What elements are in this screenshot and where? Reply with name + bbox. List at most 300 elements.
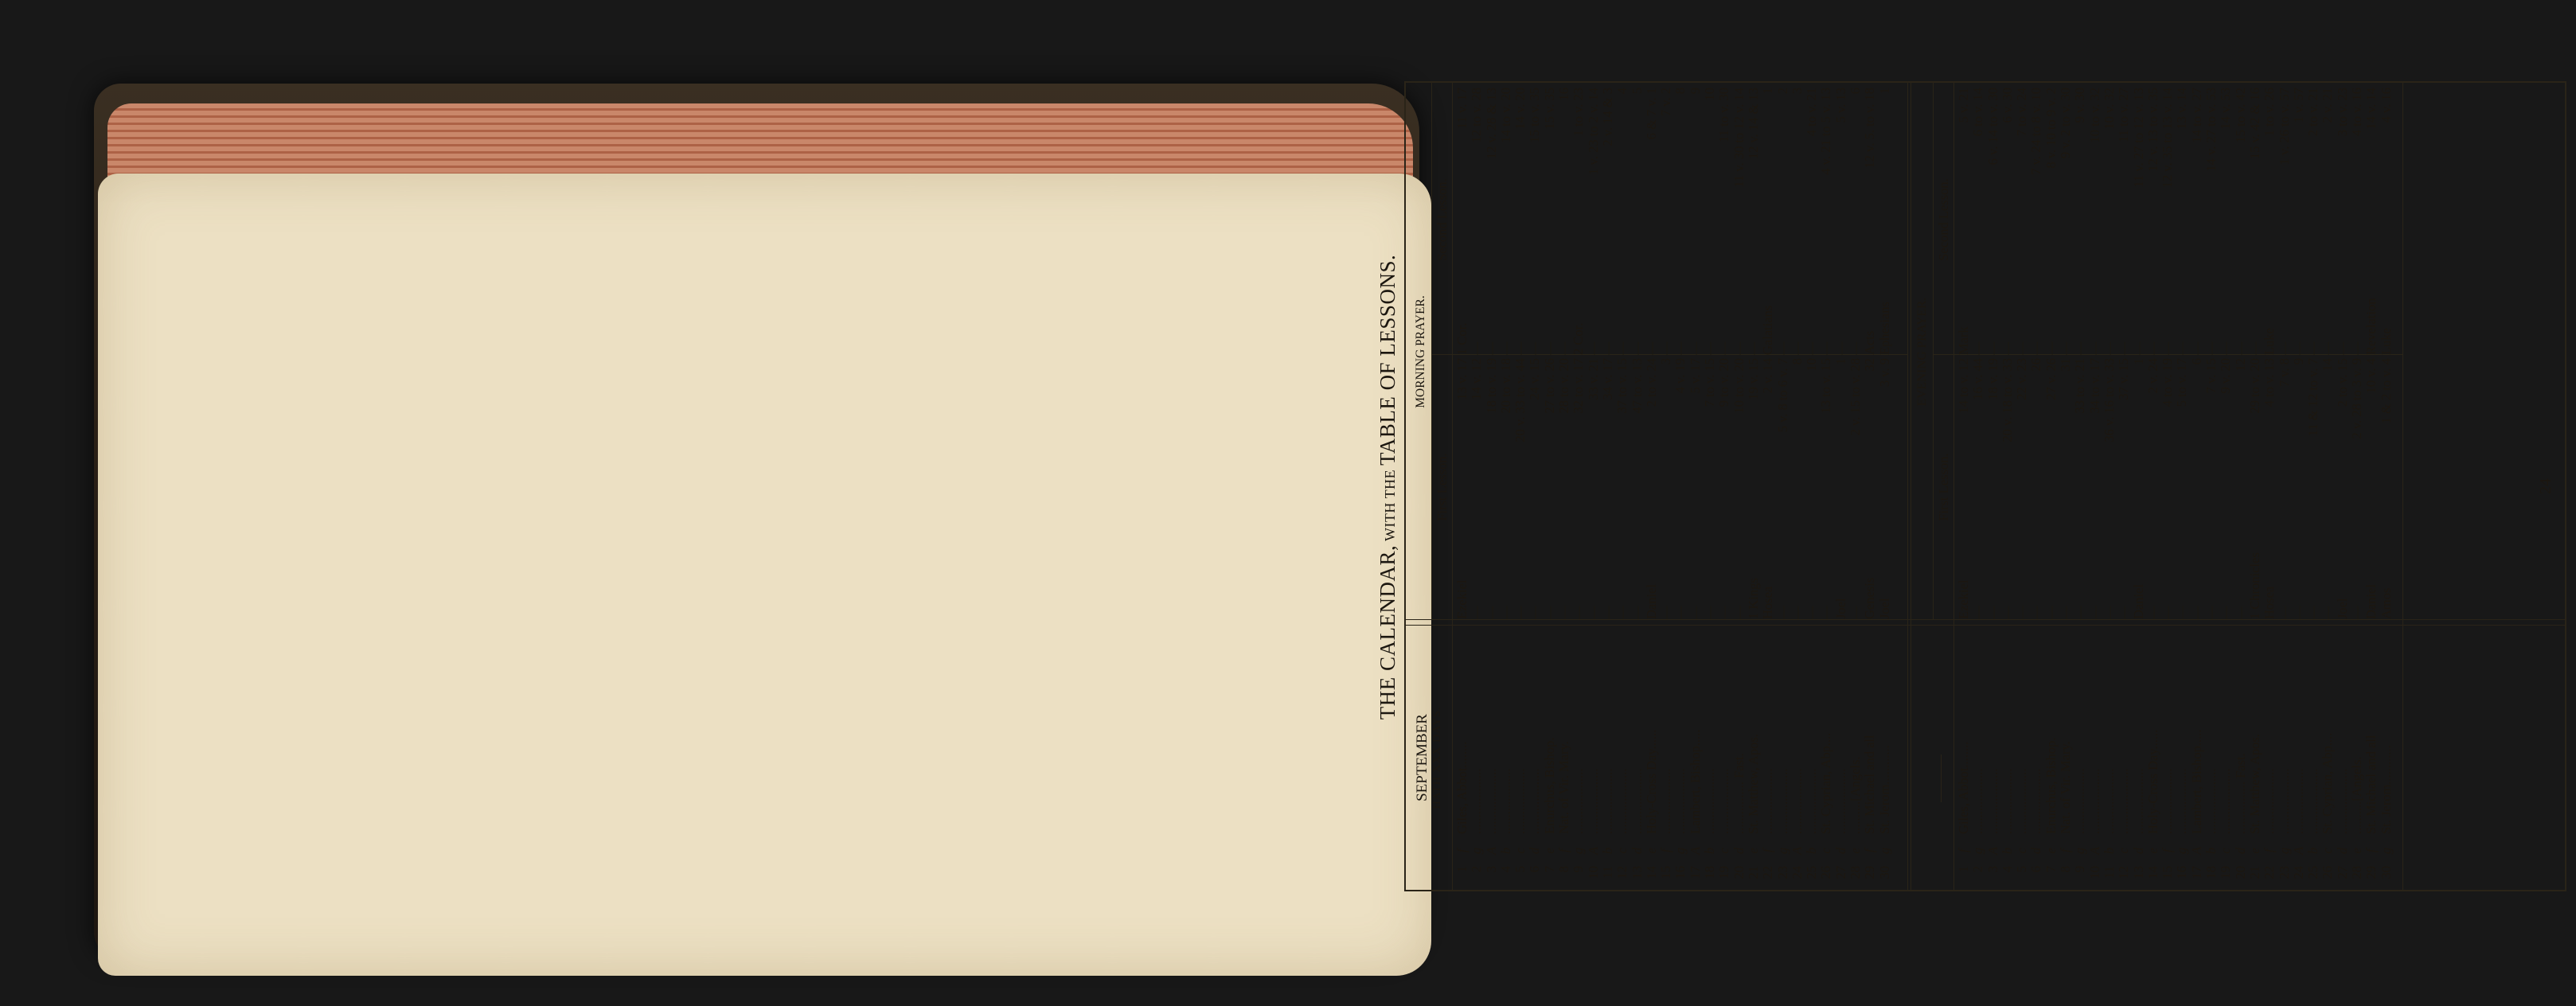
morning-first-lesson-book: Joel xyxy=(1832,598,1848,619)
evening-second-lesson-chapter: 1 v. 26 to v. 57 xyxy=(2276,88,2292,166)
morning-first-lesson-chapter: 9 to v. 20 xyxy=(1716,358,1732,407)
evening-gap xyxy=(2350,619,2364,626)
evening-dominical-letter: f xyxy=(1956,848,1971,853)
morning-saint-day: .................... xyxy=(1672,768,1688,834)
morning-first-lesson-book: — xyxy=(1672,606,1688,619)
evening-gap xyxy=(2248,619,2262,626)
evening-gap xyxy=(2160,619,2175,626)
evening-saint-day: .................... xyxy=(2290,768,2306,834)
morning-second-lesson-chapter: 1 v. 23 to 2 v. 14 xyxy=(1585,88,1601,175)
morning-second-lesson-book: — xyxy=(1614,341,1630,355)
evening-day-number: 25 xyxy=(2305,866,2321,879)
morning-dominical-letter: g xyxy=(1774,847,1790,855)
evening-first-lesson-chapter: 33 to v. 21 xyxy=(2072,358,2088,414)
evening-second-lesson-book: — xyxy=(1970,341,1986,355)
morning-first-lesson-book: — xyxy=(1629,606,1645,619)
evening-second-lesson-book: — xyxy=(2218,341,2234,355)
evening-first-lesson-chapter: 1 xyxy=(2130,358,2146,365)
evening-dominical-letter: b xyxy=(2203,847,2219,855)
morning-second-lesson-chapter: 1 xyxy=(1876,88,1892,95)
evening-saint-day: .................... xyxy=(1999,768,2015,834)
evening-second-lesson-book: — xyxy=(2130,341,2146,355)
morning-first-lesson-book: Hosea xyxy=(1760,586,1776,619)
morning-day-number: 16 xyxy=(1672,866,1688,879)
morning-gap xyxy=(1790,619,1805,626)
morning-second-lesson-book: — xyxy=(1643,341,1659,355)
evening-first-lesson-chapter: 20 v. 18 to v. 33 xyxy=(1999,358,2015,443)
morning-day-number: 21 xyxy=(1745,866,1761,879)
evening-gap xyxy=(2262,619,2277,626)
page-number: 24 xyxy=(2537,478,2555,494)
morning-first-lesson-chapter: 14 v. 12 xyxy=(1469,358,1485,400)
morning-day-number: 18 xyxy=(1702,866,1718,879)
evening-dominical-letter: A xyxy=(2086,846,2102,856)
morning-first-lesson-chapter: 4 v. 19 xyxy=(1672,358,1688,394)
morning-gap xyxy=(1673,619,1688,626)
evening-second-lesson-chapter: 4 v. 16 xyxy=(2378,88,2394,123)
morning-second-lesson-book: — xyxy=(1745,341,1761,355)
morning-second-lesson-book: — xyxy=(1658,341,1674,355)
evening-day-number: 26 xyxy=(2320,866,2336,879)
evening-dominical-letter: f xyxy=(2363,848,2379,853)
evening-first-lesson-book: — xyxy=(2086,606,2102,619)
morning-first-lesson-chapter: 34 v. 17 xyxy=(1599,358,1615,400)
morning-dominical-letter: c xyxy=(1818,848,1834,854)
morning-second-lesson-book: — xyxy=(1687,341,1703,355)
evening-day-number: 16 xyxy=(2174,866,2190,879)
morning-first-lesson-chapter: 2 to v. 24 xyxy=(1643,358,1659,407)
evening-gap xyxy=(2190,619,2204,626)
morning-first-lesson-chapter: 2 v. 14 xyxy=(1760,358,1776,394)
morning-first-lesson-book: — xyxy=(1599,606,1615,619)
morning-dominical-letter: f xyxy=(1760,848,1776,853)
morning-second-lesson-chapter: 12 to v. 28 xyxy=(1469,88,1485,143)
evening-second-lesson-book: — xyxy=(2160,341,2176,355)
evening-second-lesson-header: Second Lesson. xyxy=(1936,178,1951,261)
evening-gap xyxy=(2234,619,2248,626)
evening-dominical-letter: b xyxy=(2305,847,2321,855)
morning-first-lesson-chapter: 7 to v. 15 xyxy=(1702,358,1718,407)
morning-second-lesson-book: — xyxy=(1716,341,1732,355)
evening-second-lesson-chapter: 3 to v. 23 xyxy=(2334,88,2350,137)
evening-saint-day: .................... xyxy=(2334,768,2350,834)
evening-second-lesson-chapter: 7 v. 24 to 8 v. 10 xyxy=(2028,88,2044,175)
morning-second-lesson-book: — xyxy=(1512,341,1528,355)
evening-saint-day: St. Michael and all xyxy=(2363,735,2379,834)
evening-first-lesson-header: First Lesson. xyxy=(1936,453,1951,521)
morning-gap xyxy=(1848,619,1863,626)
evening-first-lesson-chapter: 6 xyxy=(2188,358,2204,365)
evening-second-lesson-book: — xyxy=(2276,341,2292,355)
morning-first-lesson-book: — xyxy=(1774,606,1790,619)
evening-saint-day: Giles, Abbot........ xyxy=(1956,741,1971,834)
morning-dominical-letter: g xyxy=(1672,847,1688,855)
evening-day-number: 6 xyxy=(2028,866,2044,873)
morning-second-lesson-book: — xyxy=(1585,341,1601,355)
morning-day-number: 30 xyxy=(1876,866,1892,879)
morning-second-lesson-book: — xyxy=(1731,341,1747,355)
evening-first-lesson-chapter: 4 to v. 13 xyxy=(2262,358,2277,407)
evening-second-lesson-chapter: 1 v. 57 xyxy=(2290,88,2306,123)
evening-saint-day: St. Matthew, Apos. xyxy=(2246,734,2262,834)
morning-day-number: 13 xyxy=(1629,866,1645,879)
evening-second-lesson-chapter: 9 v. 2 to v. 30 xyxy=(2058,88,2074,159)
morning-second-lesson-chapter: 2 v. 14 & 3 xyxy=(1599,88,1615,146)
evening-second-lesson-book: — xyxy=(2058,341,2074,355)
evening-dominical-letter: b xyxy=(2101,847,2117,855)
evening-saint-day: .................... xyxy=(2203,768,2219,834)
morning-first-lesson-chapter: 28 to v. 20 xyxy=(1556,358,1572,414)
evening-first-lesson-chapter: 4 to v. 19 xyxy=(2160,358,2176,407)
evening-day-number: 15 xyxy=(2160,866,2176,879)
morning-dominical-letter: b xyxy=(1599,847,1615,855)
morning-dominical-letter: d xyxy=(1527,847,1543,855)
evening-dominical-letter: d xyxy=(2334,847,2350,855)
evening-day-number: 29 xyxy=(2363,866,2379,879)
morning-second-lesson-book: Acts xyxy=(1862,330,1878,355)
evening-second-lesson-book: — xyxy=(2203,341,2219,355)
morning-day-number: 4 xyxy=(1497,866,1513,873)
evening-second-lesson-chapter: 6 v. 14 to v. 30 xyxy=(1985,88,2000,166)
morning-first-lesson-chapter: 32 xyxy=(1862,358,1878,372)
morning-second-lesson-chapter: 10 xyxy=(1702,88,1718,101)
evening-second-lesson-chapter: 2 to v. 21 xyxy=(2305,88,2321,137)
morning-day-number: 10 xyxy=(1585,866,1601,879)
evening-first-lesson-book: — xyxy=(2305,606,2321,619)
morning-second-lesson-chapter: 5 xyxy=(1629,88,1645,95)
evening-dominical-letter: g xyxy=(2378,847,2394,855)
morning-saint-day: .................... xyxy=(1614,768,1630,834)
morning-gap xyxy=(1513,619,1528,626)
evening-saint-day: Nat. of Vir. Mary. xyxy=(2058,741,2074,834)
evening-first-lesson-chapter: 2 v. 24 xyxy=(2145,358,2160,394)
evening-second-lesson-book: Luke xyxy=(2262,328,2277,355)
evening-second-lesson-chapter: 12 v. 35 to 13 v. 14 xyxy=(2160,88,2176,189)
evening-first-lesson-chapter: 37 v. 15 xyxy=(2116,358,2132,400)
evening-first-lesson-chapter: 18 v. 19 xyxy=(1985,358,2000,400)
morning-second-lesson-book: — xyxy=(1702,341,1718,355)
lesson-table xyxy=(1404,81,2566,891)
morning-dominical-letter: A xyxy=(1585,846,1601,856)
morning-gap xyxy=(1557,619,1571,626)
evening-second-lesson-chapter: 10 to v. 32 xyxy=(2086,88,2102,143)
morning-gap xyxy=(1455,619,1469,626)
evening-second-lesson-book: — xyxy=(2043,341,2059,355)
morning-second-lesson-chapter: 1 to v. 23 xyxy=(1571,88,1587,137)
morning-dominical-letter: b xyxy=(1702,847,1718,855)
evening-first-lesson-book: 1 Chronicles xyxy=(2246,552,2262,619)
evening-second-lesson-book: — xyxy=(2145,341,2160,355)
morning-second-lesson-chapter: 8 xyxy=(1672,88,1688,95)
morning-dominical-letter: f xyxy=(1658,848,1674,853)
morning-gap xyxy=(1776,619,1790,626)
evening-first-lesson-chapter: 26 xyxy=(2028,358,2044,372)
morning-day-number: 19 xyxy=(1716,866,1732,879)
morning-second-lesson-book: — xyxy=(1497,341,1513,355)
header-rule xyxy=(1933,83,1934,619)
morning-second-lesson-header: Second Lesson. xyxy=(1434,178,1450,261)
section-divider xyxy=(1907,83,1908,890)
evening-dominical-letter: d xyxy=(2028,847,2044,855)
morning-day-number: 24 xyxy=(1789,866,1805,879)
evening-first-lesson-book: — xyxy=(2188,606,2204,619)
morning-day-number: 28 xyxy=(1848,866,1864,879)
morning-first-lesson-book: — xyxy=(1571,606,1587,619)
evening-day-number: 30 xyxy=(2378,866,2394,879)
evening-dominical-letter: g xyxy=(2072,847,2088,855)
evening-first-lesson-chapter: 16 v. 44 xyxy=(1970,358,1986,400)
evening-first-lesson-book: — xyxy=(2058,606,2074,619)
evening-saint-day: .................... xyxy=(2276,768,2292,834)
morning-first-lesson-book: — xyxy=(1527,606,1543,619)
evening-dominical-letter: A xyxy=(1985,846,2000,856)
evening-second-lesson-chapter: 11 v. 27 to 12 v. 13 xyxy=(2130,88,2146,188)
evening-gap xyxy=(2292,619,2306,626)
morning-gap xyxy=(1863,619,1877,626)
evening-second-lesson-book: — xyxy=(2072,341,2088,355)
evening-second-lesson-book: — xyxy=(2320,341,2336,355)
morning-second-lesson-chapter: 4 xyxy=(1614,88,1630,95)
evening-dominical-letter: d xyxy=(2232,847,2248,855)
morning-second-lesson-chapter: 11 to v. 30 xyxy=(1716,88,1732,142)
evening-gap xyxy=(2379,619,2394,626)
morning-dominical-letter: e xyxy=(1745,848,1761,854)
header-rule xyxy=(1953,83,1954,890)
table-bottom-rule xyxy=(2402,83,2403,890)
evening-first-lesson-book: — xyxy=(2349,606,2365,619)
morning-second-lesson-chapter: 2 xyxy=(1774,88,1790,95)
evening-gap xyxy=(2219,619,2233,626)
morning-gap xyxy=(1571,619,1586,626)
evening-gap xyxy=(2132,619,2146,626)
morning-day-number: 1 xyxy=(1454,866,1469,873)
evening-gap xyxy=(2117,619,2131,626)
morning-first-lesson-book: — xyxy=(1789,606,1805,619)
morning-dominical-letter: A xyxy=(1483,846,1499,856)
evening-dominical-letter: c xyxy=(2014,848,2030,854)
evening-first-lesson-chapter: 9 xyxy=(2290,358,2306,365)
evening-saint-day: ................ Fast. xyxy=(2232,753,2248,834)
morning-gap xyxy=(1615,619,1630,626)
evening-gap xyxy=(2015,619,2029,626)
morning-gap xyxy=(1878,619,1892,626)
evening-dominical-letter: d xyxy=(2130,847,2146,855)
evening-gap xyxy=(2044,619,2059,626)
title-small: WITH THE xyxy=(1382,465,1398,545)
evening-saint-day: ..........[Angels. xyxy=(2349,756,2365,834)
morning-dominical-letter: e xyxy=(1848,848,1864,854)
morning-first-lesson-chapter: 1 xyxy=(1832,358,1848,365)
evening-first-lesson-chapter: 36 v. 16 to v. 33 xyxy=(2101,358,2117,443)
evening-first-lesson-chapter: 9 v. 20 xyxy=(2218,358,2234,394)
evening-gap xyxy=(2000,619,2015,626)
evening-second-lesson-book: Revelation xyxy=(2363,298,2379,355)
morning-saint-day: Giles, Abbot........ xyxy=(1454,741,1469,834)
morning-second-lesson-chapter: 4 v. 21 to 5 v. 13 xyxy=(1818,88,1834,175)
evening-dominical-letter: c xyxy=(2116,848,2132,854)
morning-dominical-letter: g xyxy=(1876,847,1892,855)
morning-first-lesson-chapter: 3 xyxy=(1658,358,1674,365)
evening-saint-day: .................... xyxy=(2174,768,2190,834)
evening-saint-day: .................... xyxy=(2160,768,2176,834)
morning-first-lesson-book: — xyxy=(1804,606,1820,619)
morning-second-lesson-book: — xyxy=(1672,341,1688,355)
morning-saint-day: .................... xyxy=(1789,768,1805,834)
evening-day-number: 14 xyxy=(2145,866,2160,879)
evening-first-lesson-chapter: 7 v. 15 xyxy=(2203,358,2219,394)
morning-first-lesson-chapter: 10 to v. 20 xyxy=(1731,358,1747,414)
evening-second-lesson-book: — xyxy=(2232,341,2248,355)
evening-second-lesson-book: — xyxy=(2174,341,2190,355)
morning-first-lesson-book: — xyxy=(1702,606,1718,619)
rotated-page-content xyxy=(1366,62,2576,912)
evening-day-number: 9 xyxy=(2072,866,2088,873)
morning-second-lesson-chapter: 12 v. 14 & 13 xyxy=(1745,88,1761,160)
evening-day-number: 3 xyxy=(1985,866,2000,873)
evening-saint-day: .................... xyxy=(2072,768,2088,834)
morning-dominical-letter: f xyxy=(1454,848,1469,853)
morning-first-lesson-chapter: 47 to v. 13 xyxy=(1629,358,1645,414)
morning-first-lesson-chapter: 13 to v. 15 xyxy=(1818,358,1834,414)
morning-second-lesson-chapter: 6 xyxy=(1848,88,1864,95)
morning-saint-day: .................... xyxy=(1629,768,1645,834)
morning-saint-day: Enurchus, Bishop. xyxy=(1541,737,1557,834)
morning-first-lesson-book: — xyxy=(1541,606,1557,619)
morning-second-lesson-book: 2 Cor. xyxy=(1571,322,1587,355)
evening-gap xyxy=(2088,619,2102,626)
evening-second-lesson-book: — xyxy=(2101,341,2117,355)
morning-gap xyxy=(1645,619,1659,626)
evening-second-lesson-book: — xyxy=(2028,341,2044,355)
evening-second-lesson-chapter: 14 v. 14 xyxy=(2363,88,2379,130)
evening-first-lesson-chapter: 5 to v. 17 xyxy=(2174,358,2190,407)
morning-dominical-letter: c xyxy=(1512,848,1528,854)
morning-day-number: 3 xyxy=(1483,866,1499,873)
evening-gap xyxy=(1957,619,1971,626)
morning-dominical-letter: A xyxy=(1687,846,1703,856)
morning-saint-day: .................... xyxy=(1804,768,1820,834)
morning-first-lesson-chapter: 3 v. 9 xyxy=(1876,358,1892,388)
evening-dominical-letter: f xyxy=(2262,848,2277,853)
evening-second-lesson-book: — xyxy=(2014,341,2030,355)
morning-dominical-letter: b xyxy=(1804,847,1820,855)
morning-saint-day: St. Jerom............ xyxy=(1876,745,1892,834)
morning-first-lesson-book: — xyxy=(1687,606,1703,619)
evening-dominical-letter: f xyxy=(2058,848,2074,853)
evening-saint-day: .................... xyxy=(2116,768,2132,834)
evening-gap xyxy=(2204,619,2219,626)
evening-gap xyxy=(2364,619,2379,626)
morning-first-lesson-chapter: 2 v. 15 to v. 28 xyxy=(1848,358,1864,436)
evening-day-number: 17 xyxy=(2188,866,2204,879)
morning-first-lesson-chapter: 8 xyxy=(1789,358,1805,365)
morning-first-lesson-chapter: 37 to v. 15 xyxy=(1614,358,1630,414)
morning-saint-day: .................... xyxy=(1512,768,1528,834)
evening-first-lesson-chapter: 14 to v. 12 xyxy=(1956,358,1971,414)
morning-gap xyxy=(1834,619,1848,626)
morning-saint-day: .................... xyxy=(1716,768,1732,834)
morning-second-lesson-book: 1 Cor. xyxy=(1454,322,1469,355)
morning-saint-day: .................... xyxy=(1760,768,1776,834)
evening-second-lesson-chapter: 11 to v. 27 xyxy=(2116,88,2132,142)
morning-second-lesson-chapter: 4 to v. 21 xyxy=(1804,88,1820,137)
evening-first-lesson-chapter: 34 to v. 17 xyxy=(2086,358,2102,414)
evening-first-lesson-book: Amos xyxy=(2378,587,2394,619)
book-page xyxy=(98,174,1431,976)
morning-saint-day: .................... xyxy=(1599,768,1615,834)
evening-day-number: 1 xyxy=(1956,866,1971,873)
morning-day-number: 29 xyxy=(1862,866,1878,879)
evening-second-lesson-book: — xyxy=(2305,341,2321,355)
morning-dominical-letter: e xyxy=(1541,848,1557,854)
evening-first-lesson-book: — xyxy=(2160,606,2176,619)
morning-second-lesson-book: — xyxy=(1599,341,1615,355)
evening-first-lesson-chapter: 14 xyxy=(2320,358,2336,372)
evening-first-lesson-book: — xyxy=(2174,606,2190,619)
evening-second-lesson-book: — xyxy=(2086,341,2102,355)
morning-gap xyxy=(1703,619,1717,626)
evening-second-lesson-book: — xyxy=(2349,341,2365,355)
morning-first-lesson-chapter: 19 v. 15 xyxy=(1745,358,1761,400)
evening-saint-day: .................... xyxy=(2101,768,2117,834)
morning-first-lesson-book: — xyxy=(1512,606,1528,619)
evening-first-lesson-book: — xyxy=(2101,606,2117,619)
evening-dominical-letter: c xyxy=(2218,848,2234,854)
evening-first-lesson-book: Ezekiel xyxy=(1956,579,1971,619)
morning-first-lesson-book: — xyxy=(1483,606,1499,619)
evening-dominical-letter: f xyxy=(2160,848,2176,853)
morning-prayer-label: MORNING PRAYER. xyxy=(1414,295,1427,408)
morning-second-lesson-book: Ephesians xyxy=(1876,302,1892,355)
morning-saint-day: Nat. of Vir. Mary. xyxy=(1556,741,1572,834)
morning-dominical-letter: g xyxy=(1571,847,1587,855)
evening-day-number: 22 xyxy=(2262,866,2277,879)
morning-second-lesson-book: — xyxy=(1804,341,1820,355)
morning-day-number: 2 xyxy=(1469,866,1485,873)
evening-gap xyxy=(2306,619,2320,626)
morning-second-lesson-book: — xyxy=(1541,341,1557,355)
morning-second-lesson-book: — xyxy=(1789,341,1805,355)
evening-first-lesson-book: — xyxy=(1985,606,2000,619)
morning-first-lesson-chapter: 20 v. 33 to v. 44 xyxy=(1512,358,1528,443)
evening-saint-day: .................... xyxy=(2130,768,2146,834)
evening-first-lesson-chapter: 29 to v. 20 xyxy=(2246,358,2262,414)
morning-second-lesson-chapter: 11 v. 17 xyxy=(1454,88,1469,129)
evening-second-lesson-book: — xyxy=(2290,341,2306,355)
morning-dominical-letter: d xyxy=(1832,847,1848,855)
morning-first-lesson-chapter: 13 v. 17 xyxy=(1454,358,1469,400)
morning-first-lesson-chapter: 27 to v. 26 xyxy=(1541,358,1557,414)
evening-gap xyxy=(2336,619,2350,626)
morning-first-lesson-book: Joel xyxy=(1876,598,1892,619)
evening-day-number: 8 xyxy=(2058,866,2074,873)
evening-dominical-letter: g xyxy=(2174,847,2190,855)
morning-first-lesson-book: — xyxy=(1556,606,1572,619)
evening-saint-day: .................... xyxy=(1985,768,2000,834)
morning-day-number: 11 xyxy=(1599,866,1615,879)
evening-first-lesson-book: Joel xyxy=(2334,598,2350,619)
morning-second-lesson-chapter: 9 xyxy=(1687,88,1703,95)
evening-day-number: 24 xyxy=(2290,866,2306,879)
evening-first-lesson-chapter: 12 xyxy=(2232,358,2248,372)
morning-day-number: 17 xyxy=(1687,866,1703,879)
morning-second-lesson-chapter: 3 xyxy=(1789,88,1805,95)
header-rule xyxy=(1452,83,1453,890)
evening-second-lesson-book: — xyxy=(2116,341,2132,355)
evening-gap xyxy=(2277,619,2292,626)
morning-first-lesson-chapter: 10 xyxy=(1804,358,1820,372)
evening-dominical-letter: e xyxy=(2043,848,2059,854)
